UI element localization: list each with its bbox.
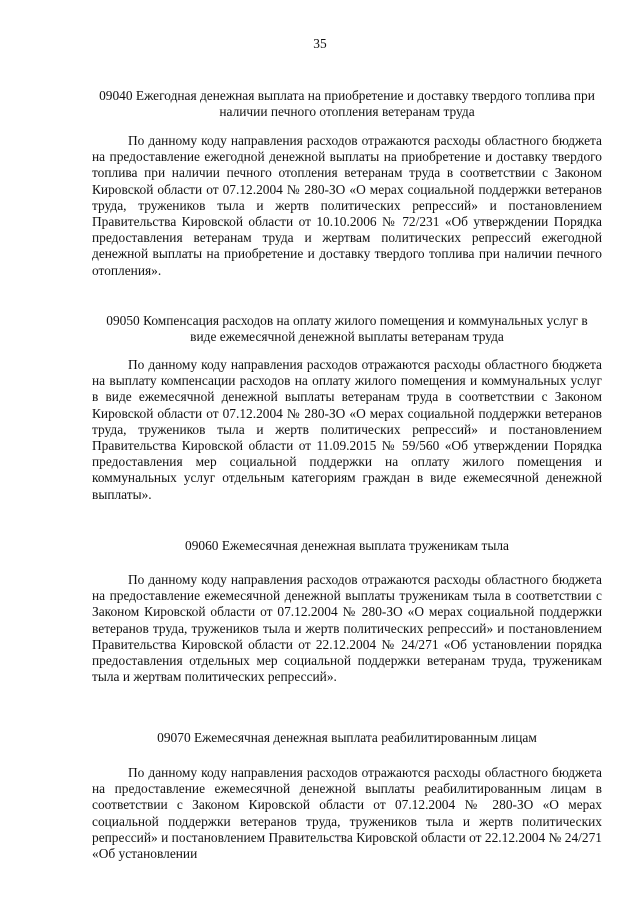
section-text-09040: По данному коду направления расходов отражаются расходы областного бюджета на предоставление ежегодной денежной выплаты на приобретение и доставку твердого топлива при наличии печного отопления ветеранам труда в соответствии с Законом Кировской области от 07.12.2004 № 280-ЗО «О мерах социальной поддержки ветеранов труда, тружеников тыла и жертв политических репрессий» и постановлением Правительства Кировской области от 10.10.2006 № 72/231 «Об утверждении Порядка предоставления ветеранам труда и жертвам политических репрессий ежегодной денежной выплаты на приобретение и доставку твердого топлива при наличии печного отопления».: [92, 133, 602, 278]
section-heading-09040: 09040 Ежегодная денежная выплата на приобретение и доставку твердого топлива при наличии печного отопления ветеранам труда: [99, 88, 595, 120]
section-heading-09070: 09070 Ежемесячная денежная выплата реабилитированным лицам: [157, 730, 537, 745]
section-heading-09050: 09050 Компенсация расходов на оплату жилого помещения и коммунальных услуг в виде ежемесячной денежной выплаты ветеранам труда: [106, 313, 588, 345]
section-heading-09060: 09060 Ежемесячная денежная выплата труженикам тыла: [185, 538, 509, 553]
section-text-09060: По данному коду направления расходов отражаются расходы областного бюджета на предоставление ежемесячной денежной выплаты труженикам тыла в соответствии с Законом Кировской области от 07.12.2004 № 280-ЗО «О мерах социальной поддержки ветеранов труда, тружеников тыла и жертв политических репрессий» и постановлением Правительства Кировской области от 22.12.2004 № 24/271 «Об установлении порядка предоставления отдельных мер социальной поддержки ветеранам труда, труженикам тыла и жертвам политических репрессий».: [92, 572, 602, 685]
page-number: 35: [313, 36, 327, 51]
section-text-09050: По данному коду направления расходов отражаются расходы областного бюджета на выплату компенсации расходов на оплату жилого помещения и коммунальных услуг в виде ежемесячной денежной выплаты ветеранам труда в соответствии с Законом Кировской области от 07.12.2004 № 280-ЗО «О мерах социальной поддержки ветеранов труда, тружеников тыла и жертв политических репрессий» и постановлением Правительства Кировской области от 11.09.2015 № 59/560 «Об утверждении Порядка предоставления мер социальной поддержки на оплату жилого помещения и коммунальных услуг отдельным категориям граждан в виде ежемесячной денежной выплаты».: [92, 357, 602, 502]
section-text-09070: По данному коду направления расходов отражаются расходы областного бюджета на предоставление ежемесячной денежной выплаты реабилитированным лицам в соответствии с Законом Кировской области от 07.12.2004 № 280-ЗО «О мерах социальной поддержки ветеранов труда, тружеников тыла и жертв политических репрессий» и постановлением Правительства Кировской области от 22.12.2004 № 24/271 «Об установлении: [92, 765, 602, 862]
